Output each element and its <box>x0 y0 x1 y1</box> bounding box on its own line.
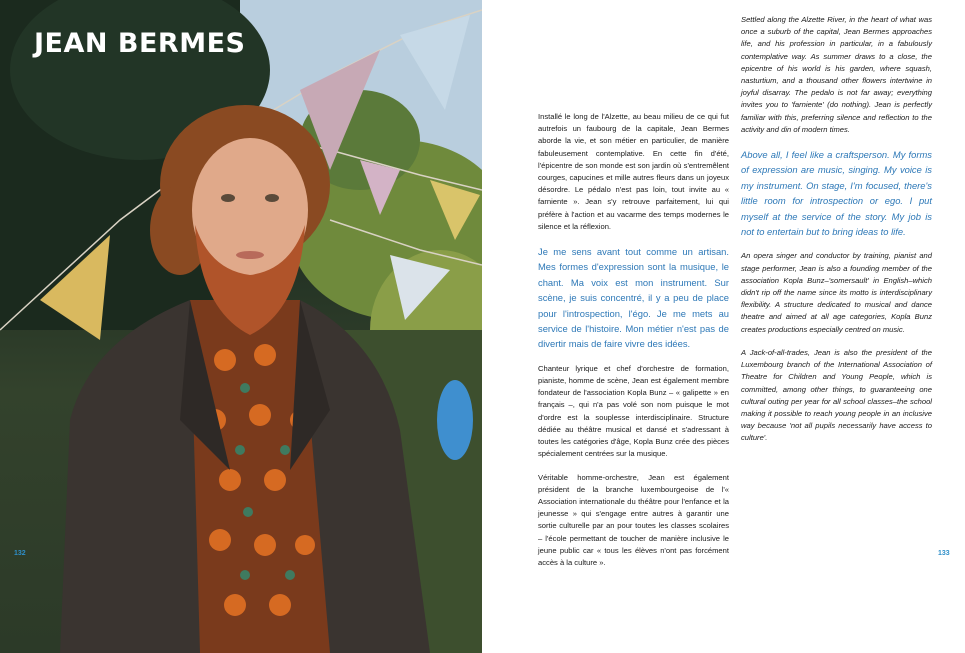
portrait-photo <box>0 0 482 653</box>
page-title: JEAN BERMES <box>34 28 246 59</box>
french-paragraph-1: Installé le long de l'Alzette, au beau milieu de ce qui fut autrefois un faubourg de la capitale, Jean Bermes aborde la vie, et son métier en particulier, de manière fabuleusement contemplative. En cette fin d'été, l'épicentre de son monde est son jardin où s'entremêlent courges, capucines et mille autres fleurs dans un joyeux désordre. Le pédalo n'est pas loin, tout invite au « farniente ». Jean s'y retrouve parfaitement, lui qui préfère à l'action et au vacarme des temps modernes le silence et la réflexion. <box>538 112 729 231</box>
english-column <box>741 14 932 456</box>
english-paragraph-3: A Jack-of-all-trades, Jean is also the president of the Luxembourg branch of the International Association of Theatre for Children and Young People, which is committed, among other things, to guaranteeing one cultural outing per year for all school classes–the school making it possible to reach young people in an inclusive way because 'not all pupils necessarily have access to culture'. <box>741 347 932 443</box>
french-paragraph-2: Chanteur lyrique et chef d'orchestre de formation, pianiste, homme de scène, Jean est également membre fondateur de l'association Kopla Bunz – « galipette » en français –, qui n'a pas volé son nom puisque le mot d'ordre est la souplesse interdisciplinaire. Structure dédiée au théâtre musical et dansé et s'adressant à toutes les catégories d'âge, Kopla Bunz crée des pièces spécialement centrées sur la musique. <box>538 363 729 459</box>
french-pull-quote: Je me sens avant tout comme un artisan. Mes formes d'expression sont la musique, le chant. Ma voix est mon instrument. Sur scène, je suis concentré, il y a peu de place pour l'introspection, l'égo. Je me mets au service de l'histoire. Mon métier n'est pas de divertir mais de faire vivre des idées. <box>538 246 729 350</box>
portrait-illustration <box>0 0 482 653</box>
english-pull-quote: Above all, I feel like a craftsperson. My forms of expression are music, singing. My voice is my instrument. On stage, I'm focused, there's little room for introspection or ego. I put myself at the service of the story. My job is not to entertain but to bring ideas to life. <box>741 149 932 238</box>
french-paragraph-3: Véritable homme-orchestre, Jean est également président de la branche luxembourgeoise de l'« Association internationale du théâtre pour l'enfance et la jeunesse » qui s'engage entre autres à garantir une sortie culturelle par an pour toutes les classes scolaires – l'école permettant de toucher de manière inclusive le jeune public car « tous les élèves n'ont pas forcément accès à la culture ». <box>538 472 729 567</box>
english-paragraph-1: Settled along the Alzette River, in the heart of what was once a suburb of the capital, Jean Bermes approaches life, and his profession in particular, in a fabulously contemplative way. As summer draws to a close, the epicentre of his world is his garden, where squash, nasturtium, and a thousand other flowers intertwine in joyful disarray. The pedalo is not far away; everything invites you to 'farniente' (do nothing). Jean is perfectly familiar with this, preferring silence and reflection to the activity and din of modern times. <box>741 15 932 134</box>
page-number-right: 133 <box>938 550 950 557</box>
blue-flower <box>437 380 473 460</box>
english-paragraph-2: An opera singer and conductor by training, pianist and stage performer, Jean is also a founding member of the association Kopla Bunz–'somersault' in English–which didn't rip off the name since its motto is interdisciplinary flexibility. A structure dedicated to musical and dance theatre and aimed at all age categories, Kopla Bunz creates productions especially centred on music. <box>741 251 932 334</box>
french-column <box>538 111 729 580</box>
page-number-left: 132 <box>14 550 26 557</box>
